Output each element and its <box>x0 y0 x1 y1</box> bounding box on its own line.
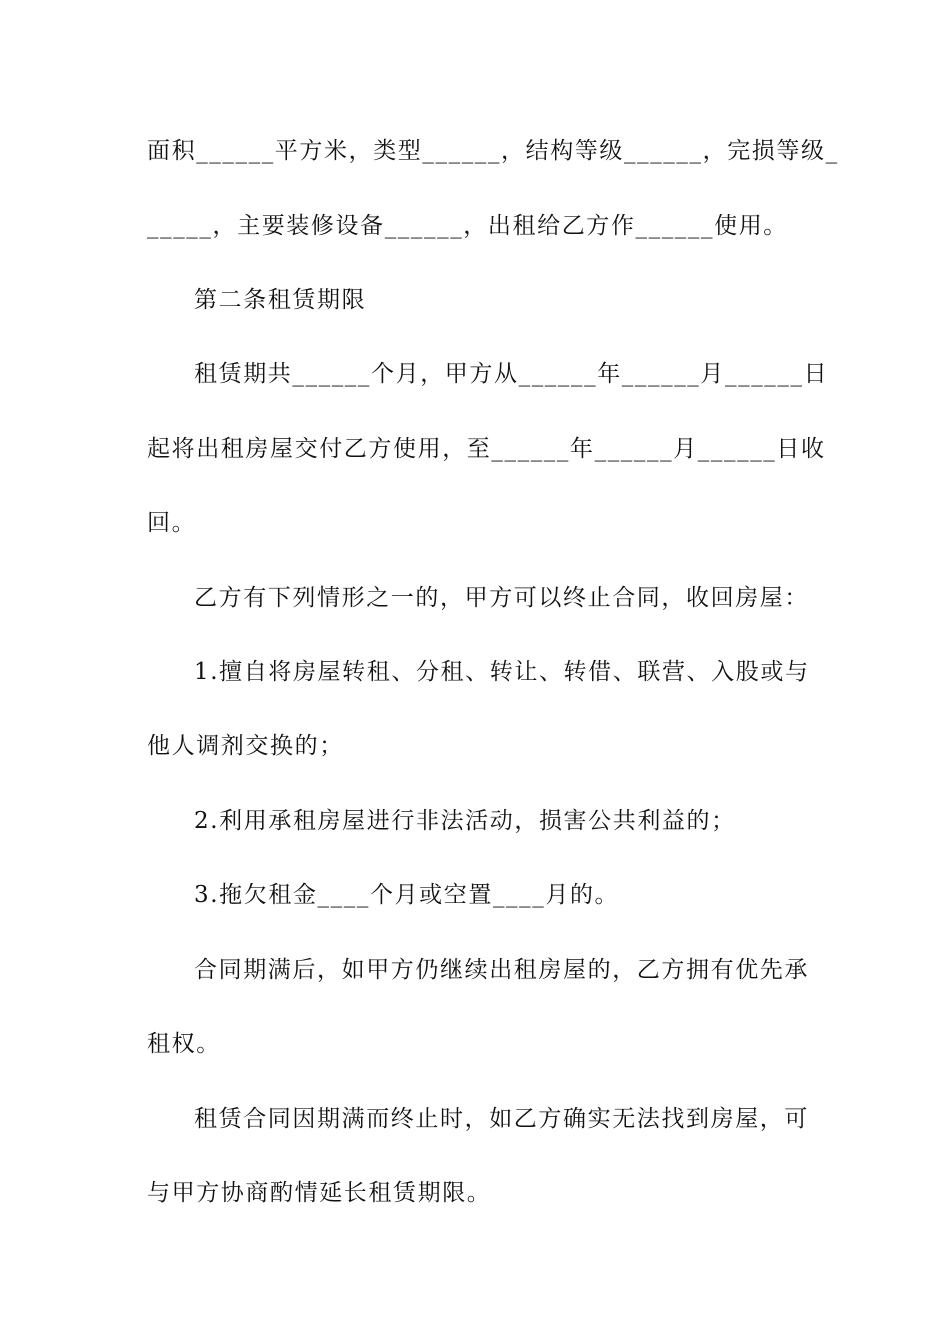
paragraph-line: 合同期满后，如甲方仍继续出租房屋的，乙方拥有优先承 <box>194 957 809 983</box>
section-heading: 第二条租赁期限 <box>194 287 367 313</box>
paragraph-line: 租赁合同因期满而终止时，如乙方确实无法找到房屋，可 <box>194 1106 809 1132</box>
paragraph-line: 租权。 <box>147 1031 221 1057</box>
paragraph-line: _____，主要装修设备______，出租给乙方作______使用。 <box>147 213 788 239</box>
list-item: 2.利用承租房屋进行非法活动，损害公共利益的； <box>194 808 736 834</box>
paragraph-line: 面积______平方米，类型______，结构等级______，完损等级_ <box>147 138 839 164</box>
list-item: 1.擅自将房屋转租、分租、转让、转借、联营、入股或与 <box>194 659 810 685</box>
paragraph-line: 起将出租房屋交付乙方使用，至______年______月______日收 <box>147 436 826 462</box>
paragraph-line: 租赁期共______个月，甲方从______年______月______日 <box>194 361 829 387</box>
paragraph-line: 与甲方协商酌情延长租赁期限。 <box>147 1180 492 1206</box>
list-item: 3.拖欠租金____个月或空置____月的。 <box>194 882 620 908</box>
list-item-continuation: 他人调剂交换的； <box>147 733 344 759</box>
paragraph-line: 回。 <box>147 510 197 536</box>
paragraph-line: 乙方有下列情形之一的，甲方可以终止合同，收回房屋： <box>194 585 809 611</box>
